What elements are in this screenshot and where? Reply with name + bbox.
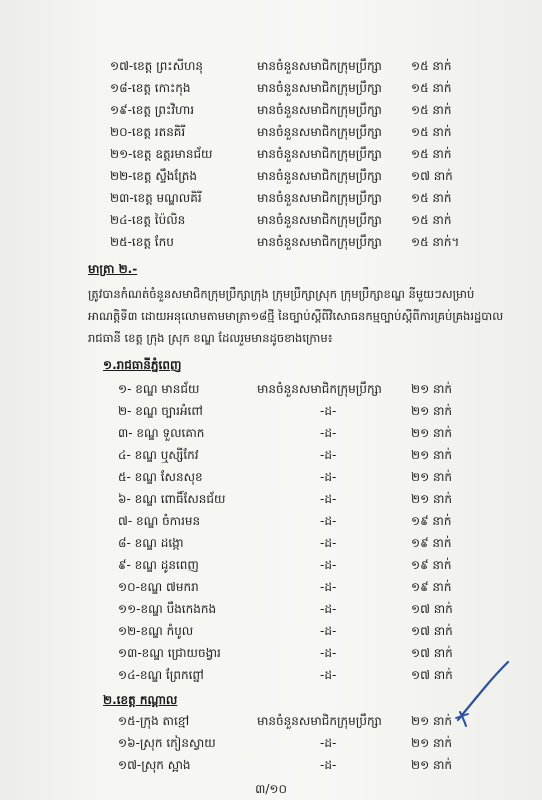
item-count: ១៧ នាក់ xyxy=(411,169,453,183)
item-name: ២- ខណ្ឌ ច្បារអំពៅ xyxy=(118,404,203,418)
item-desc: -ដ- xyxy=(320,624,337,638)
item-count: ១៥ នាក់ xyxy=(411,125,452,139)
item-count: ១៩ នាក់ xyxy=(411,536,452,550)
item-desc: -ដ- xyxy=(320,404,337,418)
item-desc: -ដ- xyxy=(320,448,337,462)
item-count: ២១ នាក់ xyxy=(411,714,453,728)
section-heading-kandal: ២.ខេត្ត កណ្ដាល xyxy=(103,693,178,707)
item-name: ១៦-ស្រុក កៀនស្វាយ xyxy=(118,736,216,750)
item-count: ២១ នាក់ xyxy=(411,736,453,750)
item-count: ២១ នាក់ xyxy=(411,404,453,418)
item-desc: -ដ- xyxy=(320,426,337,440)
item-count: ១៥ នាក់ xyxy=(411,213,452,227)
item-name: ២៤-ខេត្ត ប៉ៃលិន xyxy=(110,213,186,227)
item-name: ៣- ខណ្ឌ ទួលគោក xyxy=(118,426,205,440)
item-count: ២១ នាក់ xyxy=(411,448,453,462)
item-count: ១៥ នាក់ xyxy=(411,81,452,95)
item-desc: មានចំនួនសមាជិកក្រុមប្រឹក្សា xyxy=(257,382,382,396)
item-desc: មានចំនួនសមាជិកក្រុមប្រឹក្សា xyxy=(257,714,382,728)
item-count: ២១ នាក់ xyxy=(411,470,453,484)
item-name: ១០-ខណ្ឌ ៧មករា xyxy=(118,580,199,594)
item-name: ១៧-ស្រុក ស្អាង xyxy=(118,758,191,772)
item-desc: -ដ- xyxy=(320,558,337,572)
item-desc: -ដ- xyxy=(320,536,337,550)
item-desc: មានចំនួនសមាជិកក្រុមប្រឹក្សា xyxy=(257,103,382,117)
item-count: ១៩ នាក់ xyxy=(411,514,452,528)
item-name: ៧- ខណ្ឌ ចំការមន xyxy=(118,514,201,528)
item-desc: -ដ- xyxy=(320,514,337,528)
item-desc: មានចំនួនសមាជិកក្រុមប្រឹក្សា xyxy=(257,125,382,139)
item-count: ១៥ នាក់ xyxy=(411,191,452,205)
paragraph-line: ត្រូវបានកំណត់ចំនួនសមាជិកក្រុមប្រឹក្សាក្រុង ក្រុមប្រឹក្សាស្រុក ក្រុមប្រឹក្សាខណ្ឌ នីមួយៗសម្រាប់ xyxy=(88,287,475,301)
item-desc: មានចំនួនសមាជិកក្រុមប្រឹក្សា xyxy=(257,59,382,73)
item-desc: -ដ- xyxy=(320,646,337,660)
item-name: ២២-ខេត្ត ស្ទឹងត្រែង xyxy=(110,169,198,183)
item-count: ២១ នាក់ xyxy=(411,492,453,506)
item-count: ១៧ នាក់ xyxy=(411,646,453,660)
item-count: ២១ នាក់ xyxy=(411,426,453,440)
item-count: ១៩ នាក់ xyxy=(411,580,452,594)
item-desc: -ដ- xyxy=(320,758,337,772)
paragraph-line: រាជធានី ខេត្ត ក្រុង ស្រុក ខណ្ឌ ដែលរួមមានដូចខាងក្រោម៖ xyxy=(88,331,333,345)
item-name: ១១-ខណ្ឌ បឹងកេងកង xyxy=(118,602,217,616)
item-desc: មានចំនួនសមាជិកក្រុមប្រឹក្សា xyxy=(257,191,382,205)
item-desc: -ដ- xyxy=(320,580,337,594)
item-count: ១៥ នាក់។ xyxy=(411,235,460,249)
item-desc: មានចំនួនសមាជិកក្រុមប្រឹក្សា xyxy=(257,147,382,161)
item-name: ២៥-ខេត្ត កែប xyxy=(110,235,174,249)
item-desc: -ដ- xyxy=(320,736,337,750)
item-name: ៤- ខណ្ឌ ឬស្សីកែវ xyxy=(118,448,199,462)
page-number: ៣/១០ xyxy=(255,782,287,796)
item-name: ១៤-ខណ្ឌ ព្រែកព្នៅ xyxy=(118,668,204,682)
item-name: ១៨-ខេត្ត កោះកុង xyxy=(110,81,191,95)
item-desc: មានចំនួនសមាជិកក្រុមប្រឹក្សា xyxy=(257,169,382,183)
item-desc: មានចំនួនសមាជិកក្រុមប្រឹក្សា xyxy=(257,235,382,249)
item-desc: មានចំនួនសមាជិកក្រុមប្រឹក្សា xyxy=(257,81,382,95)
item-count: ១៧ នាក់ xyxy=(411,602,453,616)
item-name: ២១-ខេត្ត ឧត្តរមានជ័យ xyxy=(110,147,213,161)
item-count: ១៧ នាក់ xyxy=(411,624,453,638)
item-count: ២១ នាក់ xyxy=(411,758,453,772)
item-desc: មានចំនួនសមាជិកក្រុមប្រឹក្សា xyxy=(257,213,382,227)
item-name: ១- ខណ្ឌ មានជ័យ xyxy=(118,382,200,396)
item-name: ៥- ខណ្ឌ សែនសុខ xyxy=(118,470,203,484)
item-count: ១៥ នាក់ xyxy=(411,59,452,73)
item-name: ១៣-ខណ្ឌ ជ្រោយចង្វារ xyxy=(118,646,221,660)
signature-mark xyxy=(452,660,512,730)
item-name: ១២-ខណ្ឌ កំបូល xyxy=(118,624,194,638)
item-desc: -ដ- xyxy=(320,602,337,616)
item-name: ១៧-ខេត្ត ព្រះសីហនុ xyxy=(110,59,204,73)
item-name: ១៩-ខេត្ត ព្រះវិហារ xyxy=(110,103,195,117)
item-count: ១៥ នាក់ xyxy=(411,103,452,117)
item-name: ២៣-ខេត្ត មណ្ឌលគិរី xyxy=(110,191,202,205)
item-desc: -ដ- xyxy=(320,668,337,682)
item-desc: -ដ- xyxy=(320,470,337,484)
item-count: ១៧ នាក់ xyxy=(411,668,453,682)
paragraph-line: អាណត្តិទី៣ ដោយអនុលោមតាមមាត្រា១៨ថ្មី នៃច្បាប់ស្តីពីវិសោធនកម្មច្បាប់ស្តីពីការគ្រប់គ្រងរដ្ឋបាល xyxy=(88,309,504,323)
item-desc: -ដ- xyxy=(320,492,337,506)
item-name: ១៥-ក្រុង តាខ្មៅ xyxy=(118,714,190,728)
item-count: ១៥ នាក់ xyxy=(411,147,452,161)
item-name: ៨- ខណ្ឌ ដង្កោ xyxy=(118,536,184,550)
item-name: ៦- ខណ្ឌ ពោធិ៍សែនជ័យ xyxy=(118,492,226,506)
item-count: ២១ នាក់ xyxy=(411,382,453,396)
section-heading-phnom-penh: ១.រាជធានីភ្នំពេញ xyxy=(103,358,182,372)
item-name: ២០-ខេត្ត រតនគិរី xyxy=(110,125,186,139)
item-count: ១៩ នាក់ xyxy=(411,558,452,572)
item-name: ៩- ខណ្ឌ ដូនពេញ xyxy=(118,558,199,572)
article-heading: មាត្រា ២.- xyxy=(88,262,138,276)
